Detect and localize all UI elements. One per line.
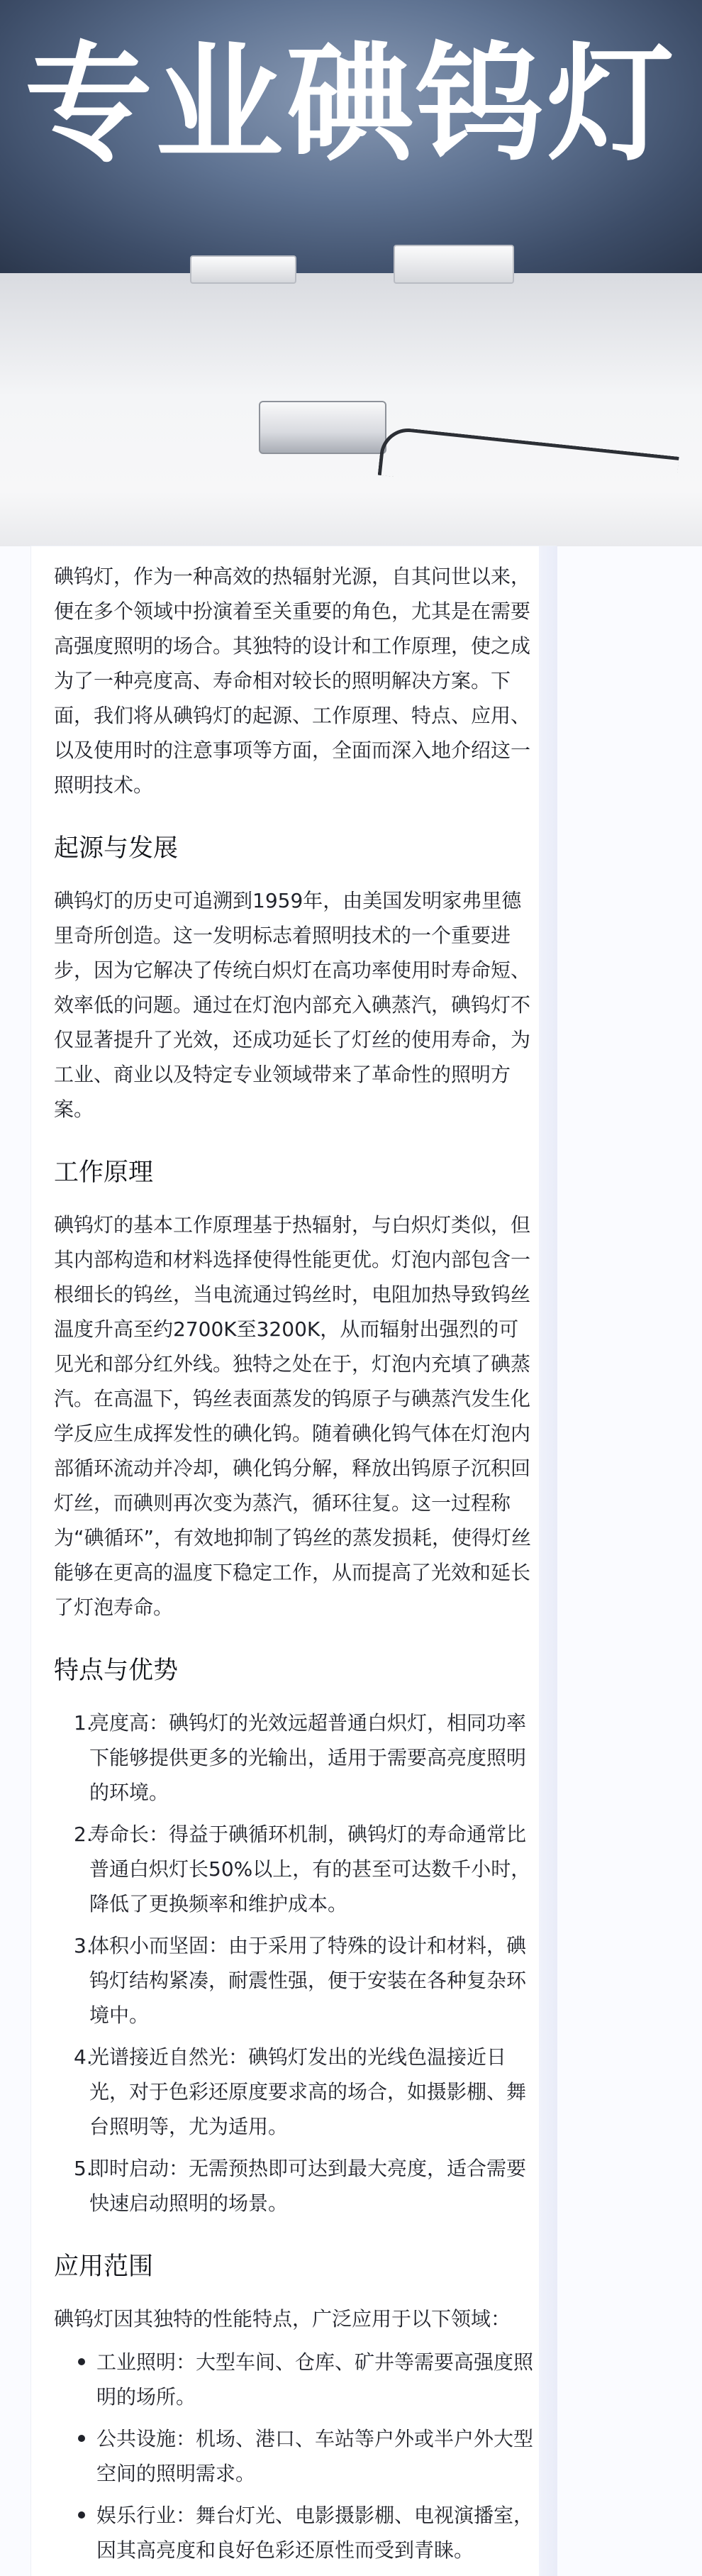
section-heading-origin: 起源与发展 — [54, 834, 179, 863]
bullet-icon — [78, 2435, 85, 2442]
list-number: 2. — [74, 1823, 93, 1846]
article — [0, 546, 702, 2576]
list-item — [54, 2151, 536, 2221]
list-item-text: 公共设施：机场、港口、车站等户外或半户外大型空间的照明需求。 — [96, 2427, 534, 2485]
applications-intro: 碘钨灯因其独特的性能特点，广泛应用于以下领域： — [54, 2307, 511, 2331]
principle-paragraph: 碘钨灯的基本工作原理基于热辐射，与白炽灯类似，但其内部构造和材料选择使得性能更优。灯泡内部包含一根细长的钨丝，当电流通过钨丝时，电阻加热导致钨丝温度升高至约2700K至3200K，从而辐射出强烈的可见光和部分红外线。独特之处在于，灯泡内充填了碘蒸汽。在高温下，钨丝表面蒸发的钨原子与碘蒸汽发生化学反应生成挥发性的碘化钨。随着碘化钨气体在灯泡内部循环流动并冷却，碘化钨分解，释放出钨原子沉积回灯丝，而碘则再次变为蒸汽，循环往复。这一过程称为“碘循环”，有效地抑制了钨丝的蒸发损耗，使得灯丝能够在更高的温度下稳定工作，从而提高了光效和延长了灯泡寿命。 — [54, 1213, 532, 1619]
intro-paragraph: 碘钨灯，作为一种高效的热辐射光源，自其问世以来，便在多个领域中扮演着至关重要的角色，尤其是在需要高强度照明的场合。其独特的设计和工作原理，使之成为了一种亮度高、寿命相对较长的照明解决方案。下面，我们将从碘钨灯的起源、工作原理、特点、应用、以及使用时的注意事项等方面，全面而深入地介绍这一照明技术。 — [54, 565, 531, 797]
list-item-text: 即时启动：无需预热即可达到最大亮度，适合需要快速启动照明的场景。 — [89, 2157, 527, 2215]
article-body — [31, 546, 556, 2576]
bullet-icon — [78, 2358, 85, 2365]
list-item — [54, 1706, 536, 1810]
features-list — [54, 1706, 536, 2221]
page-edge-shadow — [539, 546, 557, 2576]
list-item — [54, 2498, 536, 2567]
list-item — [54, 2421, 536, 2491]
list-item — [54, 2040, 536, 2144]
list-item-text: 光谱接近自然光：碘钨灯发出的光线色温接近日光，对于色彩还原度要求高的场合，如摄影棚、舞台照明等，尤为适用。 — [89, 2045, 527, 2138]
list-item-text: 娱乐行业：舞台灯光、电影摄影棚、电视演播室，因其高亮度和良好色彩还原性而受到青睐。 — [96, 2504, 534, 2562]
section-heading-features: 特点与优势 — [54, 1657, 179, 1685]
lamp-fixture-main — [259, 401, 386, 454]
hero-banner — [0, 0, 702, 546]
list-item-text: 体积小而坚固：由于采用了特殊的设计和材料，碘钨灯结构紧凑，耐震性强，便于安装在各种复杂环境中。 — [89, 1934, 527, 2027]
list-number: 4. — [74, 2045, 93, 2069]
applications-list — [54, 2345, 536, 2567]
list-number: 1. — [74, 1711, 93, 1735]
list-number: 5. — [74, 2157, 93, 2180]
hero-background — [0, 0, 702, 273]
list-item — [54, 1928, 536, 2033]
section-heading-applications: 应用范围 — [54, 2252, 154, 2281]
list-item-text: 亮度高：碘钨灯的光效远超普通白炽灯，相同功率下能够提供更多的光输出，适用于需要高亮度照明的环境。 — [89, 1711, 527, 1804]
lamp-fixture-right — [394, 245, 514, 284]
origin-paragraph: 碘钨灯的历史可追溯到1959年，由美国发明家弗里德里奇所创造。这一发明标志着照明技术的一个重要进步，因为它解决了传统白炽灯在高功率使用时寿命短、效率低的问题。通过在灯泡内部充入碘蒸汽，碘钨灯不仅显著提升了光效，还成功延长了灯丝的使用寿命，为工业、商业以及特定专业领域带来了革命性的照明方案。 — [54, 889, 531, 1121]
lamp-fixture-left — [190, 255, 296, 284]
section-heading-principle: 工作原理 — [54, 1159, 154, 1187]
list-item-text: 工业照明：大型车间、仓库、矿井等需要高强度照明的场所。 — [96, 2350, 534, 2409]
list-item — [54, 2345, 536, 2414]
bullet-icon — [78, 2511, 85, 2519]
list-number: 3. — [74, 1934, 93, 1957]
hero-title: 专业碘钨灯 — [24, 31, 677, 179]
list-item-text: 寿命长：得益于碘循环机制，碘钨灯的寿命通常比普通白炽灯长50%以上，有的甚至可达数千小时，降低了更换频率和维护成本。 — [89, 1823, 531, 1916]
list-item — [54, 1817, 536, 1921]
